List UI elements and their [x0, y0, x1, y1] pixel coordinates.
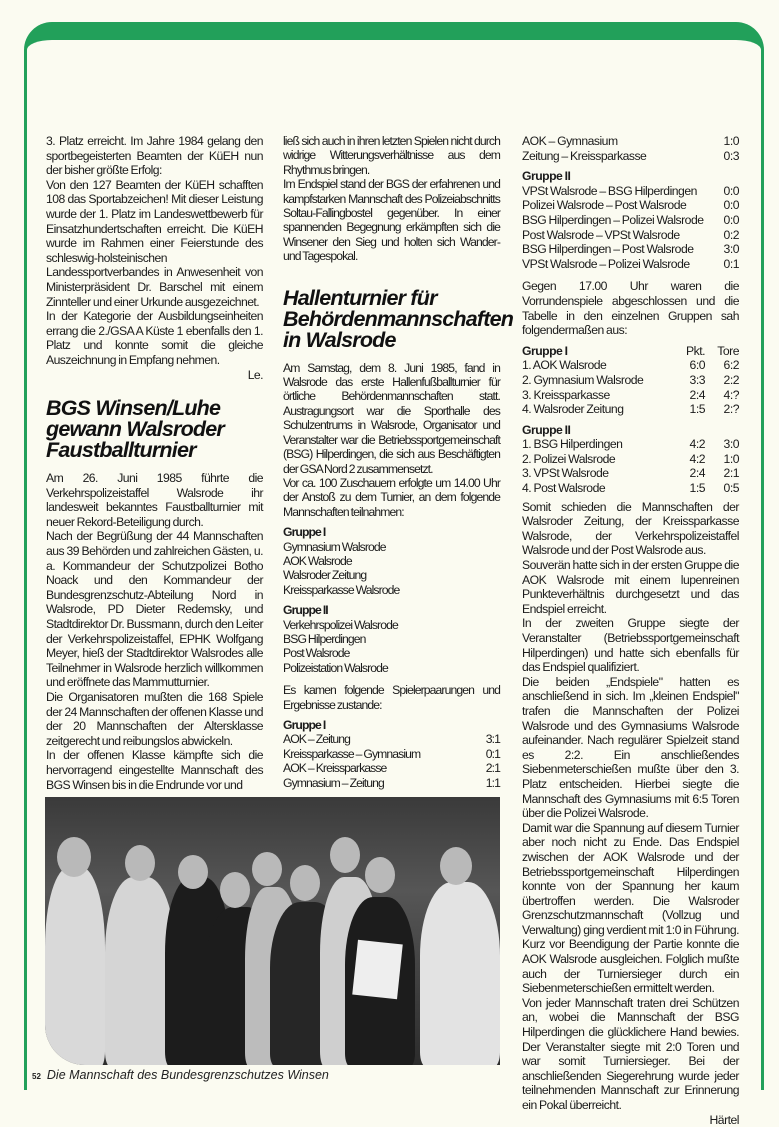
paragraph: In der zweiten Gruppe siegte der Veranstalter (Betriebssportgemeinschaft Hilperdingen) und hatte sich ebenfalls für das Endspiel qualifiziert.	[522, 616, 739, 675]
standings-row	[522, 358, 739, 373]
match-row	[522, 134, 739, 149]
team-name: Verkehrspolizei Walsrode	[283, 617, 398, 632]
paragraph: Souverän hatte sich in der ersten Gruppe die AOK Walsrode mit einem lupenreinen Punkteverhältnis durchgesetzt und das Endspiel erreicht.	[522, 558, 739, 616]
team-name: Gymnasium Walsrode	[283, 539, 386, 554]
standings-row	[522, 452, 739, 467]
photo-caption	[32, 1068, 329, 1082]
points: 2:4	[689, 387, 705, 402]
paragraph: Somit schieden die Mannschaften der Walsroder Zeitung, der Kreissparkasse Walsrode, der Verkehrspolizeistaffel Walsrode und der Post Walsrode aus.	[522, 499, 739, 558]
team-name: 1. AOK Walsrode	[522, 358, 607, 373]
article-title-faustball: BGS Winsen/Luhe gewann Walsroder Faustballturnier	[46, 396, 224, 463]
points: 2:4	[689, 466, 705, 481]
person-figure	[420, 882, 500, 1065]
column-1	[46, 134, 263, 792]
caption-text: Die Mannschaft des Bundesgrenzschutzes Winsen	[46, 1068, 329, 1082]
table-intro: Gegen 17.00 Uhr waren die Vorrundenspiele abgeschlossen und die Tabelle in den einzelnen Gruppen sah folgendermaßen aus:	[522, 279, 739, 338]
results-group-2	[522, 169, 739, 271]
paragraph: In der offenen Klasse kämpfte sich die hervorragend eingestellte Mannschaft des BGS Winsen bis in die Endrunde vor und	[46, 748, 263, 792]
paragraph: Nach der Begrüßung der 44 Mannschaften aus 39 Behörden und zahlreichen Gästen, u. a. Kommandeur der Schutzpolizei Botho Noack und den Kommandeur der Bundesgrenzschutz-Abteilung Nord in Walsrode, PD Dieter Redemsky, und Stadtdirektor Dr. Bussmann, durch den Leiter der Verkehrspolizeistaffel, EPHK Wolfgang Meyer, hieß der Stadtdirektor Walsrodes alle Teilnehmer in Walsrode herzlich willkommen und eröffnete das Mammutturnier.	[46, 529, 263, 690]
match-score: 0:0	[723, 198, 739, 213]
results-intro: Es kamen folgende Spielerpaarungen und Ergebnisse zustande:	[283, 683, 500, 712]
team-name: 3. VPSt Walsrode	[522, 466, 609, 481]
group-heading: Gruppe I	[283, 718, 326, 732]
match-name: BSG Hilperdingen – Post Walsrode	[522, 242, 694, 257]
match-row	[283, 747, 500, 761]
team-name: AOK Walsrode	[283, 553, 352, 568]
match-name: Zeitung – Kreissparkasse	[522, 148, 647, 163]
match-row	[283, 776, 500, 790]
match-name: AOK – Gymnasium	[522, 134, 618, 148]
goals: 0:5	[723, 481, 739, 496]
author-name: Le.	[247, 367, 263, 382]
person-head	[125, 845, 155, 881]
match-name: Polizei Walsrode – Post Walsrode	[522, 198, 687, 213]
points: 1:5	[689, 402, 705, 417]
standings-row	[522, 402, 739, 417]
person-head	[220, 872, 250, 908]
person-head	[330, 837, 360, 873]
match-row	[522, 242, 739, 257]
author-name: Härtel	[709, 1112, 739, 1127]
paragraph: Am Samstag, dem 8. Juni 1985, fand in Walsrode das erste Hallenfußballturnier für örtliche Behördenmannschaften statt. Austragungsort war die Sporthalle des Schulzentrums in Walsrode, Organisator und Veranstalter war die Betriebssportgemeinschaft (BSG) Hilperdingen, die sich aus Beschäftigten der GSA Nord 2 zusammensetzt.	[283, 360, 500, 476]
goals: 2:2	[723, 372, 739, 387]
team-name: Polizeistation Walsrode	[283, 660, 388, 675]
team-name: Kreissparkasse Walsrode	[283, 582, 400, 597]
goals: 2:?	[723, 402, 739, 417]
person-head	[57, 837, 91, 877]
team-name: Post Walsrode	[283, 646, 350, 661]
goals-header: Tore	[717, 343, 739, 358]
person-head	[365, 857, 395, 893]
goals: 4:?	[723, 387, 739, 402]
team-lists	[283, 525, 500, 675]
match-score: 0:1	[723, 256, 739, 271]
team-name: 2. Polizei Walsrode	[522, 451, 616, 466]
match-name: AOK – Zeitung	[283, 732, 351, 747]
person-head	[440, 847, 472, 885]
match-score: 3:1	[485, 732, 500, 747]
team-name: 2. Gymnasium Walsrode	[522, 372, 644, 387]
match-name: Post Walsrode – VPSt Walsrode	[522, 227, 680, 242]
team-name: 1. BSG Hilperdingen	[522, 437, 623, 452]
team-name: BSG Hilperdingen	[283, 631, 366, 646]
paragraph: Von jeder Mannschaft traten drei Schützen an, wobei die Mannschaft der BSG Hilperdingen die glücklichere Hand bewies. Der Veranstalter siegte mit 2:0 Toren und war somit Turniersieger. Bei der anschließenden Siegerehrung wurde jeder teilnehmenden Mannschaft zur Erinnerung ein Pokal überreicht.	[522, 995, 739, 1112]
standings-group-2	[522, 417, 739, 496]
standings-row	[522, 437, 739, 452]
goals: 6:2	[723, 358, 739, 373]
person-head	[290, 865, 320, 901]
match-row	[522, 198, 739, 213]
match-row	[522, 228, 739, 243]
paragraph: Die Organisatoren mußten die 168 Spiele der 24 Mannschaften der offenen Klasse und der 20 Mannschaften der Altersklasse zeitgerecht und reibungslos abwickeln.	[46, 690, 263, 748]
table-header-row	[522, 338, 739, 359]
match-score: 0:0	[723, 212, 739, 227]
match-score: 1:1	[485, 775, 500, 790]
group-heading: Gruppe II	[522, 422, 571, 437]
paragraph: Am 26. Juni 1985 führte die Verkehrspolizeistaffel Walsrode ihr landesweit bekanntes Faustballturnier mit neuer Rekord-Beteiligung durch.	[46, 471, 263, 529]
results-group-1-continued	[522, 134, 739, 163]
match-row	[522, 213, 739, 228]
author-signature	[522, 1113, 739, 1127]
match-name: Kreissparkasse – Gymnasium	[283, 746, 421, 761]
green-frame-left	[24, 60, 27, 1090]
standings-row	[522, 388, 739, 403]
match-row	[283, 732, 500, 746]
standings-row	[522, 466, 739, 481]
standings-row	[522, 373, 739, 388]
points: 6:0	[689, 358, 705, 373]
standings-group-1	[522, 338, 739, 417]
green-frame-top	[24, 22, 764, 68]
paragraph: Im Endspiel stand der BGS der erfahrenen und kampfstarken Mannschaft des Polizeiabschnitts Soltau-Fallingbostel gegenüber. In einer spannenden Begegnung erkämpften sich die Winsener den Sieg und holten sich Wander- und Tagespokal.	[283, 177, 500, 264]
team-photo	[45, 797, 500, 1065]
group-heading: Gruppe I	[283, 525, 326, 540]
group-heading: Gruppe II	[522, 169, 571, 184]
match-name: BSG Hilperdingen – Polizei Walsrode	[522, 212, 704, 227]
paragraph: ließ sich auch in ihren letzten Spielen nicht durch widrige Witterungsverhältnisse aus dem Rhythmus bringen.	[283, 134, 500, 177]
person-head	[252, 852, 282, 886]
match-score: 2:1	[485, 761, 500, 776]
match-score: 0:2	[723, 227, 739, 242]
paragraph: Damit war die Spannung auf diesem Turnier aber noch nicht zu Ende. Das Endspiel zwischen der AOK Walsrode und der Betriebssportgemeinschaft Hilperdingen konnte von der Spannung her kaum übertroffen werden. Die Walsroder Grenzschutzmannschaft (Vollzug und Verwaltung) ging verdient mit 1:0 in Führung. Kurz vor Beendigung der Partie konnte die AOK Walsrode ausgleichen. Folglich mußte auch der Turniersieger durch ein Siebenmeterschießen ermittelt werden.	[522, 820, 739, 996]
match-row	[522, 149, 739, 164]
paragraph: 3. Platz erreicht. Im Jahre 1984 gelang den sportbegeisterten Beamten der KüEH nun der bisher größte Erfolg:	[46, 134, 263, 178]
team-name: Walsroder Zeitung	[283, 568, 367, 583]
team-name: 4. Walsroder Zeitung	[522, 402, 624, 417]
match-name: VPSt Walsrode – Polizei Walsrode	[522, 256, 690, 271]
points: 1:5	[689, 481, 705, 496]
match-score: 3:0	[723, 242, 739, 257]
column-2	[283, 134, 514, 790]
team-name: 4. Post Walsrode	[522, 481, 606, 496]
paragraph: Die beiden „Endspiele" hatten es anschließend in sich. Im „kleinen Endspiel" trafen die Mannschaften der Polizei Walsrode und des Gymnasiums Walsrode aufeinander. Nach regulärer Spielzeit stand es 2:2. Ein anschließendes Siebenmeterschießen mußte über den 3. Platz entscheiden. Hierbei siegte die Mannschaft des Gymnasiums mit 6:5 Toren über die Polizei Walsrode.	[522, 674, 739, 821]
goals: 1:0	[723, 451, 739, 466]
table-header-row	[522, 417, 739, 438]
goals: 3:0	[723, 437, 739, 452]
paragraph: Vor ca. 100 Zuschauern erfolgte um 14.00 Uhr der Anstoß zu dem Turnier, an dem folgende Mannschaften teilnahmen:	[283, 475, 500, 519]
green-frame-right	[761, 60, 764, 1090]
author-signature	[46, 368, 263, 383]
standings-row	[522, 481, 739, 496]
group-heading: Gruppe II	[283, 603, 328, 618]
points-header: Pkt.	[686, 343, 705, 358]
match-row	[522, 257, 739, 272]
goals: 2:1	[723, 466, 739, 481]
match-name: VPSt Walsrode – BSG Hilperdingen	[522, 183, 697, 198]
match-name: AOK – Kreissparkasse	[283, 761, 387, 776]
group-heading: Gruppe I	[522, 343, 568, 358]
match-score: 0:0	[723, 183, 739, 198]
points: 4:2	[689, 437, 705, 452]
team-name: 3. Kreissparkasse	[522, 387, 610, 402]
points: 3:3	[689, 372, 705, 387]
article-title-hallenturnier: Hallenturnier für Behördenmannschaften in Walsrode	[283, 285, 514, 352]
certificate	[352, 940, 403, 999]
page-number: 52	[32, 1072, 41, 1081]
match-row	[283, 761, 500, 775]
match-score: 0:1	[485, 746, 500, 761]
person-figure	[45, 867, 105, 1065]
match-score: 0:3	[723, 148, 739, 163]
points: 4:2	[689, 451, 705, 466]
match-score: 1:0	[723, 134, 739, 148]
match-row	[522, 184, 739, 199]
match-name: Gymnasium – Zeitung	[283, 775, 384, 790]
column-3	[522, 134, 739, 1127]
paragraph: In der Kategorie der Ausbildungseinheiten errang die 2./GSA A Küste 1 ebenfalls den 1. Platz und konnte somit die gleiche Auszeichnung in Empfang nehmen.	[46, 309, 263, 367]
person-head	[178, 855, 208, 889]
paragraph: Von den 127 Beamten der KüEH schafften 108 das Sportabzeichen! Mit dieser Leistung wurde der 1. Platz im Landeswettbewerb für Einsatzhundertschaften erreicht. Die KüEH wurde im Rahmen einer Feierstunde des schleswig-holsteinischen Landessportverbandes in Anwesenheit von Ministerpräsident Dr. Barschel mit einem Zinnteller und einer Urkunde ausgezeichnet.	[46, 177, 263, 309]
results-group-1	[283, 718, 500, 790]
